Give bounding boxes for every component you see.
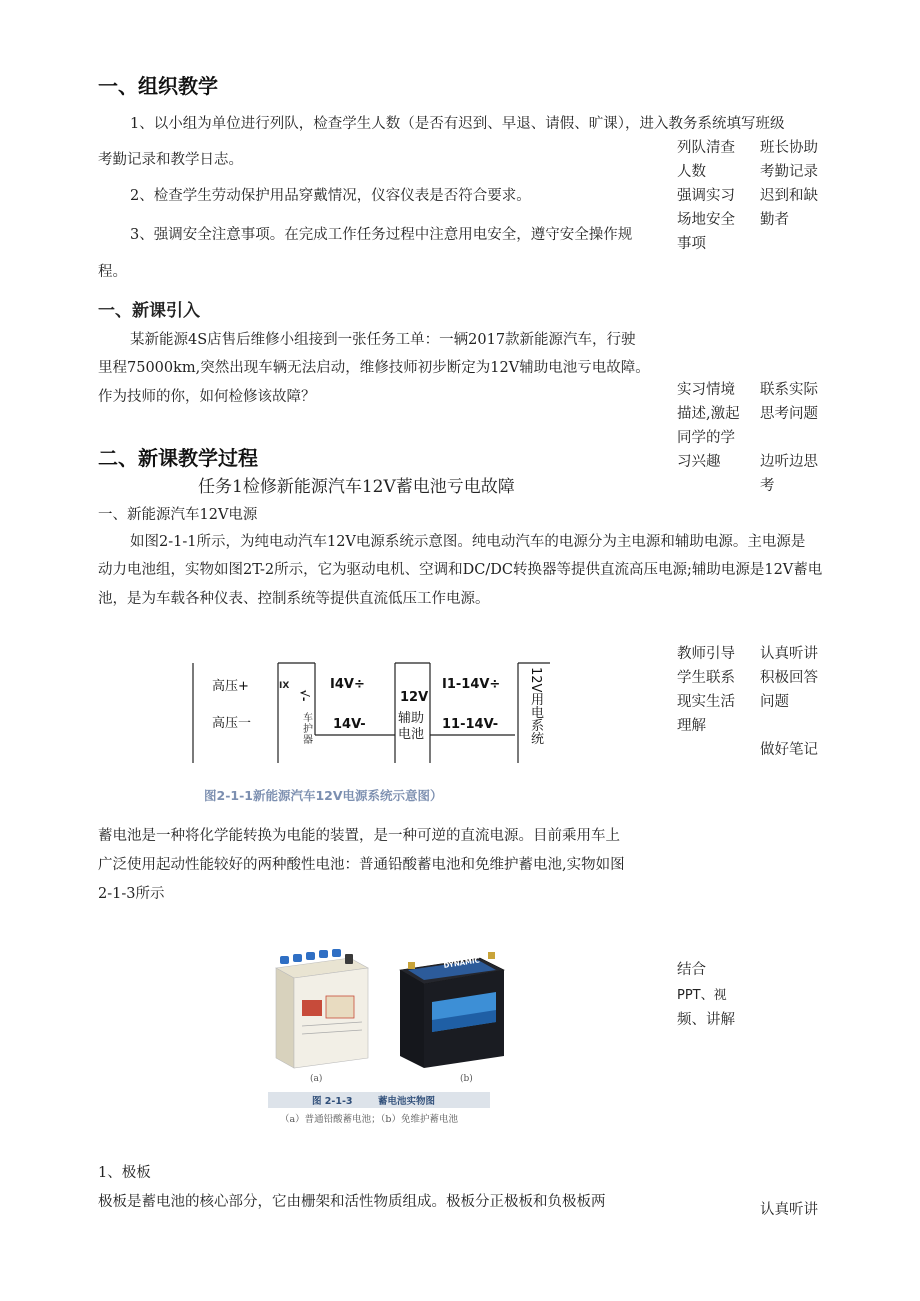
note-line: 认真听讲 [760, 646, 818, 662]
power-system-diagram [190, 655, 560, 770]
note-line: 描述,激起 [677, 406, 740, 422]
sub-heading: 一、新能源汽车12V电源 [98, 507, 258, 523]
paragraph-line: 3、强调安全注意事项。在完成工作任务过程中注意用电安全，遵守安全操作规 [130, 227, 633, 243]
paragraph-line: 极板是蓄电池的核心部分，它由栅架和活性物质组成。极板分正极板和负极板两 [98, 1194, 606, 1210]
system-label-vertical: 12V用电系统 [528, 667, 543, 745]
student-activity-notes [760, 136, 818, 232]
right-top-voltage: I1-14V÷ [442, 677, 501, 692]
paragraph-line: 动力电池组，实物如图2T-2所示，它为驱动电机、空调和DC/DC转换器等提供直流高压电源;辅助电源是12V蓄电 [98, 562, 823, 578]
note-line: 现实生活 [677, 694, 735, 710]
note-line: 同学的学 [677, 430, 735, 446]
paragraph-line: 某新能源4S店售后维修小组接到一张任务工单：一辆2017款新能源汽车，行驶 [130, 332, 636, 348]
teacher-activity-notes [677, 958, 735, 1033]
battery-label-cell: 电池 [398, 727, 425, 742]
note-line: 人数 [677, 164, 706, 180]
note-line: 学生联系 [677, 670, 735, 686]
note-line: 教师引导 [677, 646, 735, 662]
note-line: 联系实际 [760, 382, 818, 398]
paragraph-line: 里程75000km,突然出现车辆无法启动，维修技师初步断定为12V辅助电池亏电故障。 [98, 360, 650, 376]
sub-heading-plate: 1、极板 [98, 1165, 151, 1181]
converter-char: 护器 [303, 724, 313, 746]
student-activity-notes [760, 1198, 818, 1222]
note-line: 考 [760, 478, 775, 494]
paragraph-line: 1、以小组为单位进行列队，检查学生人数（是否有迟到、早退、请假、旷课），进入教务系统填写班级 [130, 116, 785, 132]
task-title: 任务1检修新能源汽车12V蓄电池亏电故障 [198, 477, 515, 497]
note-line: 边听边思 [760, 454, 818, 470]
section-heading-process: 二、新课教学过程 [98, 446, 258, 470]
caption-band [268, 1092, 490, 1108]
battery-illustration [258, 940, 518, 1090]
note-line: 事项 [677, 236, 706, 252]
note-line: 列队清查 [677, 140, 735, 156]
right-bottom-voltage: 11-14V- [442, 717, 499, 732]
converter-char: 车 [303, 713, 313, 724]
note-line: 实习情境 [677, 382, 735, 398]
battery-label-aux: 辅助 [398, 711, 425, 726]
note-line: 习兴趣 [677, 454, 721, 470]
converter-label [303, 713, 315, 746]
note-line: 频、讲解 [677, 1012, 735, 1028]
hv-minus-label: 高压一 [212, 716, 252, 731]
label-a: (a) [310, 1074, 323, 1084]
caption-fig-number: 图 2-1-3 [312, 1096, 353, 1107]
student-activity-notes [760, 642, 818, 762]
paragraph-line: 考勤记录和教学日志。 [98, 152, 243, 168]
note-line: 班长协助 [760, 140, 818, 156]
note-line: 做好笔记 [760, 742, 818, 758]
note-line: 思考问题 [760, 406, 818, 422]
section-heading-intro: 一、新课引入 [98, 301, 200, 321]
section-heading-organize: 一、组织教学 [98, 74, 218, 98]
paragraph-line: 2-1-3所示 [98, 886, 165, 902]
teacher-activity-notes [677, 378, 740, 474]
battery-label-12v: 12V [400, 690, 429, 705]
note-line: PPT、视 [677, 988, 727, 1003]
teacher-activity-notes [677, 642, 735, 738]
note-line: 迟到和缺 [760, 188, 818, 204]
note-line: 认真听讲 [760, 1202, 818, 1218]
teacher-activity-notes [677, 136, 735, 256]
paragraph-line: 如图2-1-1所示，为纯电动汽车12V电源系统示意图。纯电动汽车的电源分为主电源和辅助电源。主电源是 [130, 534, 806, 550]
paragraph-line: 2、检查学生劳动保护用品穿戴情况，仪容仪表是否符合要求。 [130, 188, 531, 204]
note-line: 场地安全 [677, 212, 735, 228]
note-line: 积极回答 [760, 670, 818, 686]
maintenance-free-battery-image [400, 952, 504, 1068]
note-line: 考勤记录 [760, 164, 818, 180]
caption-title: 蓄电池实物图 [378, 1096, 436, 1107]
caption-sub: （a）普通铅酸蓄电池；（b）免维护蓄电池 [280, 1114, 458, 1125]
converter-top-label: √- [297, 689, 311, 702]
paragraph-line: 广泛使用起动性能较好的两种酸性电池：普通铅酸蓄电池和免维护蓄电池,实物如图 [98, 857, 625, 873]
student-activity-notes [760, 378, 818, 498]
mid-top-voltage: I4V÷ [330, 677, 365, 692]
paragraph-line: 程。 [98, 264, 127, 280]
hv-plus-label: 高压+ [212, 679, 249, 694]
note-line [760, 714, 818, 738]
battery-photo [258, 940, 518, 1128]
note-line: 勤者 [760, 212, 789, 228]
mid-bottom-voltage: 14V- [333, 717, 366, 732]
diagram-caption: 图2-1-1新能源汽车12V电源系统示意图） [204, 788, 443, 803]
note-line: 理解 [677, 718, 706, 734]
label-b: (b) [460, 1074, 473, 1084]
lead-acid-battery-image [276, 949, 368, 1068]
battery-brand-text: DYNAMIC [443, 956, 481, 970]
paragraph-line: 池，是为车载各种仪表、控制系统等提供直流低压工作电源。 [98, 591, 490, 607]
ix-label: IX [279, 681, 290, 691]
note-line: 问题 [760, 694, 789, 710]
note-line: 结合 [677, 962, 706, 978]
paragraph-line: 蓄电池是一种将化学能转换为电能的装置，是一种可逆的直流电源。目前乘用车上 [98, 828, 620, 844]
paragraph-line: 作为技师的你，如何检修该故障？ [98, 389, 316, 405]
note-line: 强调实习 [677, 188, 735, 204]
note-line [760, 426, 818, 450]
